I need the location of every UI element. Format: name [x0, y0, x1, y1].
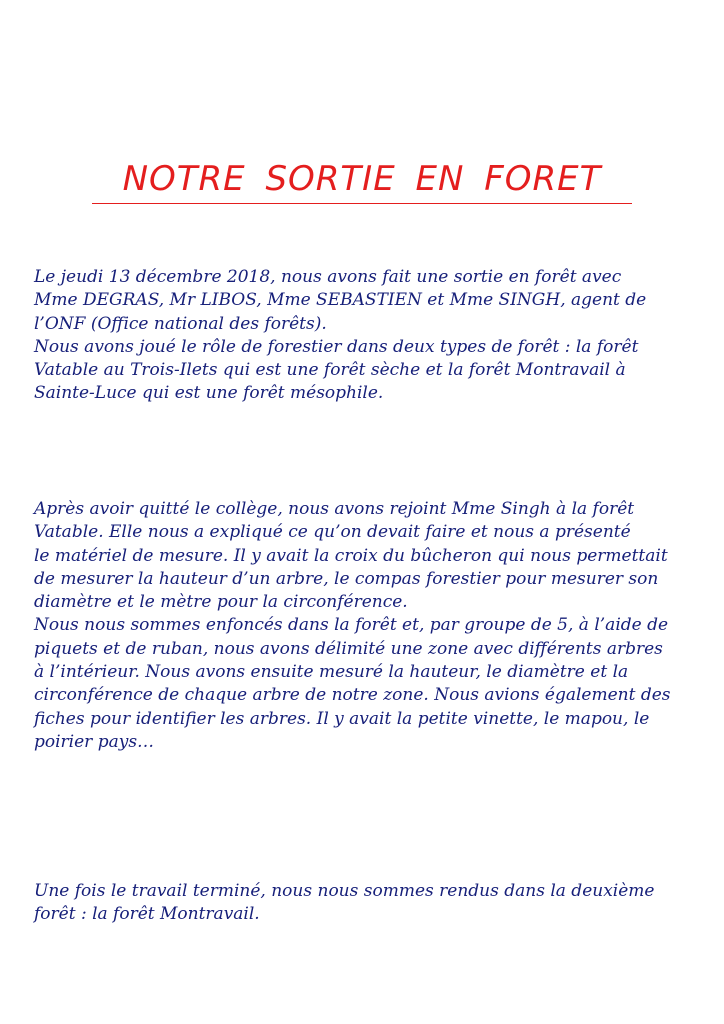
paragraph-line: Nous avons joué le rôle de forestier dans deux types de forêt : la forêt [34, 336, 639, 357]
paragraph-line: Nous nous sommes enfoncés dans la forêt et, par groupe de 5, à l’aide de [34, 615, 669, 636]
paragraph-activity [34, 498, 694, 754]
title-underline [92, 203, 632, 204]
paragraph-line: Le jeudi 13 décembre 2018, nous avons fait une sortie en forêt avec [34, 267, 622, 287]
paragraph-line: Sainte-Luce qui est une forêt mésophile. [34, 383, 384, 404]
paragraph-line: piquets et de ruban, nous avons délimité une zone avec différents arbres [34, 638, 663, 659]
paragraph-line: Vatable. Elle nous a expliqué ce qu’on devait faire et nous a présenté [34, 522, 631, 543]
paragraph-line: circonférence de chaque arbre de notre zone. Nous avions également des [34, 685, 671, 706]
paragraph-line: forêt : la forêt Montravail. [34, 904, 260, 925]
paragraph-line: le matériel de mesure. Il y avait la croix du bûcheron qui nous permettait [34, 545, 668, 566]
paragraph-line: Après avoir quitté le collège, nous avons rejoint Mme Singh à la forêt [34, 499, 635, 519]
paragraph-intro [34, 266, 694, 406]
paragraph-line: fiches pour identifier les arbres. Il y avait la petite vinette, le mapou, le [34, 708, 650, 729]
title-block [92, 158, 632, 200]
paragraph-line: Une fois le travail terminé, nous nous sommes rendus dans la deuxième [34, 881, 655, 901]
page-title: NOTRE SORTIE EN FORET [122, 159, 602, 199]
paragraph-line: diamètre et le mètre pour la circonférence. [34, 592, 408, 613]
paragraph-conclusion [34, 880, 694, 927]
paragraph-line: l’ONF (Office national des forêts). [34, 313, 327, 334]
paragraph-line: Mme DEGRAS, Mr LIBOS, Mme SEBASTIEN et Mme SINGH, agent de [34, 290, 647, 311]
paragraph-line: Vatable au Trois-Ilets qui est une forêt sèche et la forêt Montravail à [34, 360, 626, 381]
paragraph-line: de mesurer la hauteur d’un arbre, le compas forestier pour mesurer son [34, 568, 659, 589]
paragraph-line: poirier pays… [34, 731, 155, 752]
paragraph-line: à l’intérieur. Nous avons ensuite mesuré la hauteur, le diamètre et la [34, 662, 629, 683]
